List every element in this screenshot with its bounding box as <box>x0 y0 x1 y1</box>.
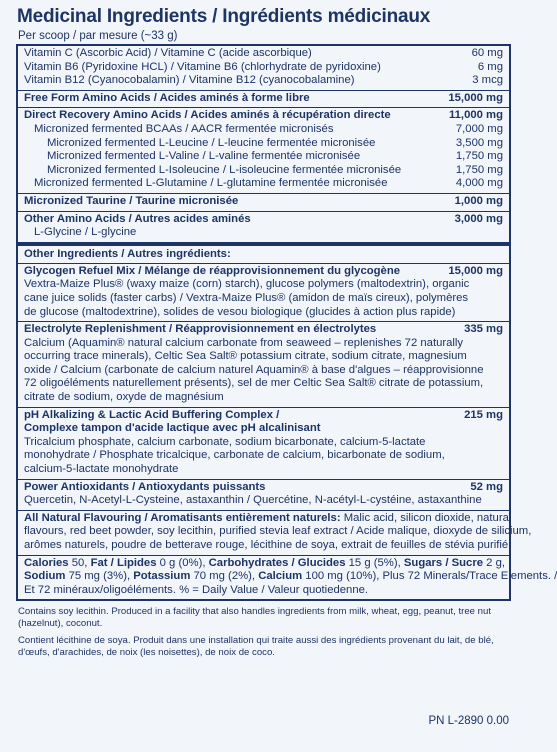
antioxidants-section <box>18 480 509 511</box>
other-amino-amount: 3,000 mg <box>454 212 503 225</box>
glycogen-section <box>18 264 509 322</box>
fat-value: 0 g (0%), <box>159 556 206 569</box>
glycogen-description-line-1: Vextra-Maize Plus® (waxy maize (corn) starch), glucose polymers (maltodextrin), organic <box>24 278 470 291</box>
vitamin-1-row <box>24 47 503 61</box>
vitamins-section <box>18 46 509 91</box>
electrolyte-name: Electrolyte Replenishment / Réapprovisionnement en électrolytes <box>24 323 377 336</box>
fat-label: Fat / Lipides <box>90 556 157 569</box>
allergen-english: Contains soy lecithin. Produced in a facility that also handles ingredients from milk, wheat, egg, peanut, tree nut (hazelnut), coconut. <box>18 606 492 630</box>
ph-name-fr: Complexe tampon d'acide lactique avec pH alcalinisant <box>24 422 321 435</box>
vitamin-2-name: Vitamin B6 (Pyridoxine HCL) / Vitamine B6 (chlorhydrate de pyridoxine) <box>24 60 381 73</box>
vitamin-2-row <box>24 61 503 75</box>
other-amino-detail: L-Glycine / L-glycine <box>34 226 137 239</box>
electrolyte-description-line-5: citrate de sodium, oxyde de magnésium <box>24 391 224 404</box>
electrolyte-description-line-1: Calcium (Aquamin® natural calcium carbonate from seaweed – replenishes 72 naturally <box>24 336 464 349</box>
electrolyte-section <box>18 322 509 408</box>
electrolyte-description-line-4: 72 oligoéléments naturellement présents), sel de mer Celtic Sea Salt® citrate de potassium, <box>24 377 484 390</box>
glycogen-description <box>24 278 503 319</box>
antioxidants-description-line-1: Quercetin, N-Acetyl-L-Cysteine, astaxanthin / Quercétine, N-acétyl-L-cystéine, astaxanthine <box>24 494 482 507</box>
flavouring-line-3: arômes naturels, poudre de betterave rouge, lécithine de soya, extrait de feuilles de stévia purifié <box>24 539 509 551</box>
sodium-value: 75 mg (3%), <box>68 570 131 583</box>
flavouring-section <box>18 511 532 556</box>
bcaa-item-1-row <box>24 137 503 151</box>
calcium-value: 100 mg (10%), Plus 72 Minerals/Trace Elements. / <box>305 570 557 583</box>
calcium-label: Calcium <box>258 570 303 583</box>
electrolyte-amount: 335 mg <box>464 323 503 336</box>
bcaa-item-3-amount: 1,750 mg <box>455 163 503 176</box>
direct-recovery-amount: 11,000 mg <box>448 109 503 122</box>
flavouring-line-1: Malic acid, silicon dioxide, natural <box>343 511 512 524</box>
free-form-name: Free Form Amino Acids / Acides aminés à forme libre <box>24 91 310 104</box>
glycogen-name: Glycogen Refuel Mix / Mélange de réapprovisionnement du glycogène <box>24 264 401 277</box>
bcaa-item-1-amount: 3,500 mg <box>455 136 503 149</box>
direct-recovery-name: Direct Recovery Amino Acids / Acides aminés à récupération directe <box>24 109 391 122</box>
vitamin-1-name: Vitamin C (Ascorbic Acid) / Vitamine C (acide ascorbique) <box>24 47 312 59</box>
ph-name: pH Alkalizing & Lactic Acid Buffering Complex / <box>24 408 280 421</box>
potassium-label: Potassium <box>133 570 191 583</box>
carb-value: 15 g (5%), <box>348 556 401 569</box>
glutamine-name: Micronized fermented L-Glutamine / L-glutamine fermentée micronisée <box>34 177 388 190</box>
nutrition-section <box>18 556 557 600</box>
bcaa-item-3-row <box>24 164 503 178</box>
flavouring-line-2: flavours, red beet powder, soy lecithin, purified stevia leaf extract / Acide malique, dioxyde de silicium, <box>24 525 532 538</box>
calories-value: 50, <box>71 556 88 569</box>
calories-label: Calories <box>24 556 69 569</box>
electrolyte-description-line-2: occurring trace minerals), Celtic Sea Salt® potassium citrate, sodium citrate, magnesium <box>24 350 467 363</box>
ph-description <box>24 436 503 477</box>
glycogen-description-line-2: cane juice solids (faster carbs) / Vextra-Maize Plus® (amidon de maïs cireux), polymères <box>24 291 469 304</box>
serving-size: Per scoop / par mesure (~33 g) <box>18 30 178 42</box>
allergen-notice <box>18 606 511 659</box>
bcaa-item-2-name: Micronized fermented L-Valine / L-valine fermentée micronisée <box>47 150 361 163</box>
taurine-section <box>18 194 509 212</box>
vitamin-3-row <box>24 74 503 88</box>
bcaa-amount: 7,000 mg <box>455 122 503 135</box>
ph-description-line-1: Tricalcium phosphate, calcium carbonate, sodium bicarbonate, calcium-5-lactate <box>24 435 426 448</box>
free-form-section <box>18 91 509 109</box>
free-form-amount: 15,000 mg <box>448 91 503 104</box>
nutrition-line-3: Et 72 minéraux/oligoéléments. % = Daily Value / Valeur quotiedenne. <box>24 583 369 596</box>
glycogen-amount: 15,000 mg <box>448 264 503 277</box>
antioxidants-name: Power Antioxidants / Antioxydants puissants <box>24 480 266 493</box>
electrolyte-description <box>24 337 503 405</box>
glutamine-amount: 4,000 mg <box>455 177 503 190</box>
direct-recovery-section <box>18 108 509 194</box>
other-amino-section <box>18 212 509 246</box>
vitamin-3-name: Vitamin B12 (Cyanocobalamin) / Vitamine B12 (cyanocobalamine) <box>24 74 355 87</box>
bcaa-item-2-row <box>24 150 503 164</box>
other-ingredients-header <box>18 246 509 264</box>
antioxidants-amount: 52 mg <box>470 480 503 493</box>
other-amino-name: Other Amino Acids / Autres acides aminés <box>24 212 251 225</box>
vitamin-2-amount: 6 mg <box>477 60 503 73</box>
allergen-french: Contient lécithine de soya. Produit dans une installation qui traite aussi des ingrédients provenant du lait, de blé, d'œufs, d'arachides, de noix (les noisettes), de noix de coco. <box>18 635 494 659</box>
glycogen-description-line-3: de glucose (maltodextrine), solides de vesou biologique (glucides à action plus rapide) <box>24 305 456 318</box>
antioxidants-description <box>24 494 503 508</box>
taurine-amount: 1,000 mg <box>454 194 503 207</box>
label-title: Medicinal Ingredients / Ingrédients médicinaux <box>17 6 431 27</box>
ingredients-panel <box>16 44 557 601</box>
bcaa-name: Micronized fermented BCAAs / AACR fermentée micronisés <box>34 122 334 135</box>
sugar-value: 2 g, <box>486 556 505 569</box>
electrolyte-description-line-3: oxide / Calcium (carbonate de calcium naturel Aquamin® à base d'algues – réapprovisionne <box>24 363 484 376</box>
ph-description-line-3: calcium-5-lactate monohydrate <box>24 463 179 476</box>
bcaa-item-1-name: Micronized fermented L-Leucine / L-leucine fermentée micronisée <box>47 136 376 149</box>
ph-section <box>18 408 509 480</box>
bcaa-item-3-name: Micronized fermented L-Isoleucine / L-isoleucine fermentée micronisée <box>47 163 402 176</box>
ph-description-line-2: monohydrate / Phosphate tricalcique, carbonate de calcium, bicarbonate de sodium, <box>24 449 445 462</box>
ph-amount: 215 mg <box>464 408 503 421</box>
sugar-label: Sugars / Sucre <box>403 556 484 569</box>
taurine-name: Micronized Taurine / Taurine micronisée <box>24 194 239 207</box>
other-ingredients-title: Other Ingredients / Autres ingrédients: <box>24 247 231 260</box>
bcaa-items <box>24 137 503 178</box>
vitamin-1-amount: 60 mg <box>471 47 503 59</box>
potassium-value: 70 mg (2%), <box>193 570 256 583</box>
vitamin-3-amount: 3 mcg <box>472 74 503 87</box>
bcaa-item-2-amount: 1,750 mg <box>455 150 503 163</box>
part-number: PN L-2890 0.00 <box>428 715 509 727</box>
sodium-label: Sodium <box>24 570 66 583</box>
flavouring-name: All Natural Flavouring / Aromatisants entièrement naturels: <box>24 511 341 524</box>
carb-label: Carbohydrates / Glucides <box>208 556 346 569</box>
